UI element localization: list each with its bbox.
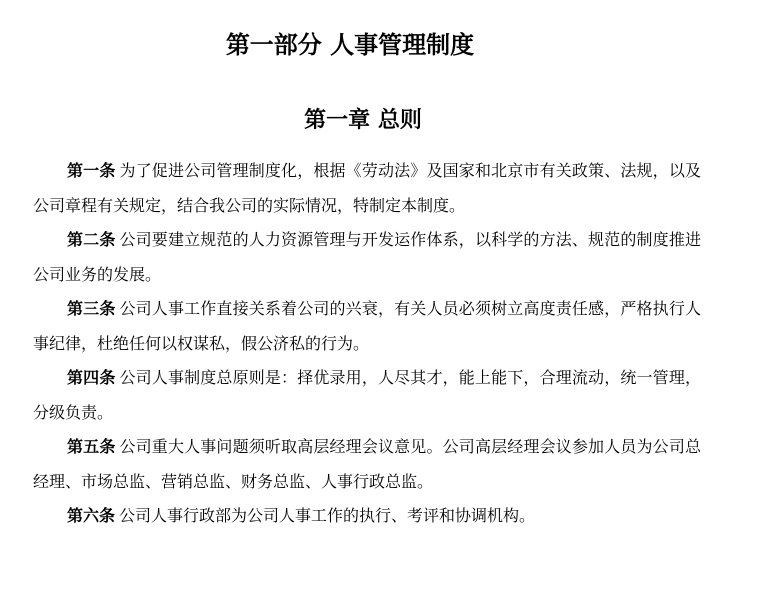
article-label: 第六条 bbox=[67, 506, 116, 525]
article-1 bbox=[33, 154, 701, 223]
article-label: 第三条 bbox=[67, 299, 116, 318]
article-text: 公司重大人事问题须听取高层经理会议意见。公司高层经理会议参加人员为公司总经理、市场总监、营销总监、财务总监、人事行政总监。 bbox=[33, 437, 701, 491]
article-text: 公司人事制度总原则是：择优录用，人尽其才，能上能下，合理流动，统一管理，分级负责。 bbox=[33, 368, 701, 422]
article-6 bbox=[33, 499, 701, 534]
article-text: 为了促进公司管理制度化，根据《劳动法》及国家和北京市有关政策、法规，以及公司章程有关规定，结合我公司的实际情况，特制定本制度。 bbox=[33, 161, 701, 215]
article-label: 第四条 bbox=[67, 368, 116, 387]
article-text: 公司人事行政部为公司人事工作的执行、考评和协调机构。 bbox=[119, 506, 536, 525]
article-2 bbox=[33, 223, 701, 292]
part-title: 第一部分 人事管理制度 bbox=[225, 30, 475, 59]
article-list bbox=[33, 154, 701, 534]
article-text: 公司人事工作直接关系着公司的兴衰，有关人员必须树立高度责任感，严格执行人事纪律，杜绝任何以权谋私，假公济私的行为。 bbox=[33, 299, 701, 353]
article-label: 第一条 bbox=[67, 161, 116, 180]
article-5 bbox=[33, 430, 701, 499]
article-4 bbox=[33, 361, 701, 430]
article-label: 第二条 bbox=[67, 230, 116, 249]
article-text: 公司要建立规范的人力资源管理与开发运作体系，以科学的方法、规范的制度推进公司业务的发展。 bbox=[33, 230, 701, 284]
article-3 bbox=[33, 292, 701, 361]
chapter-title: 第一章 总则 bbox=[304, 107, 422, 133]
article-label: 第五条 bbox=[67, 437, 116, 456]
